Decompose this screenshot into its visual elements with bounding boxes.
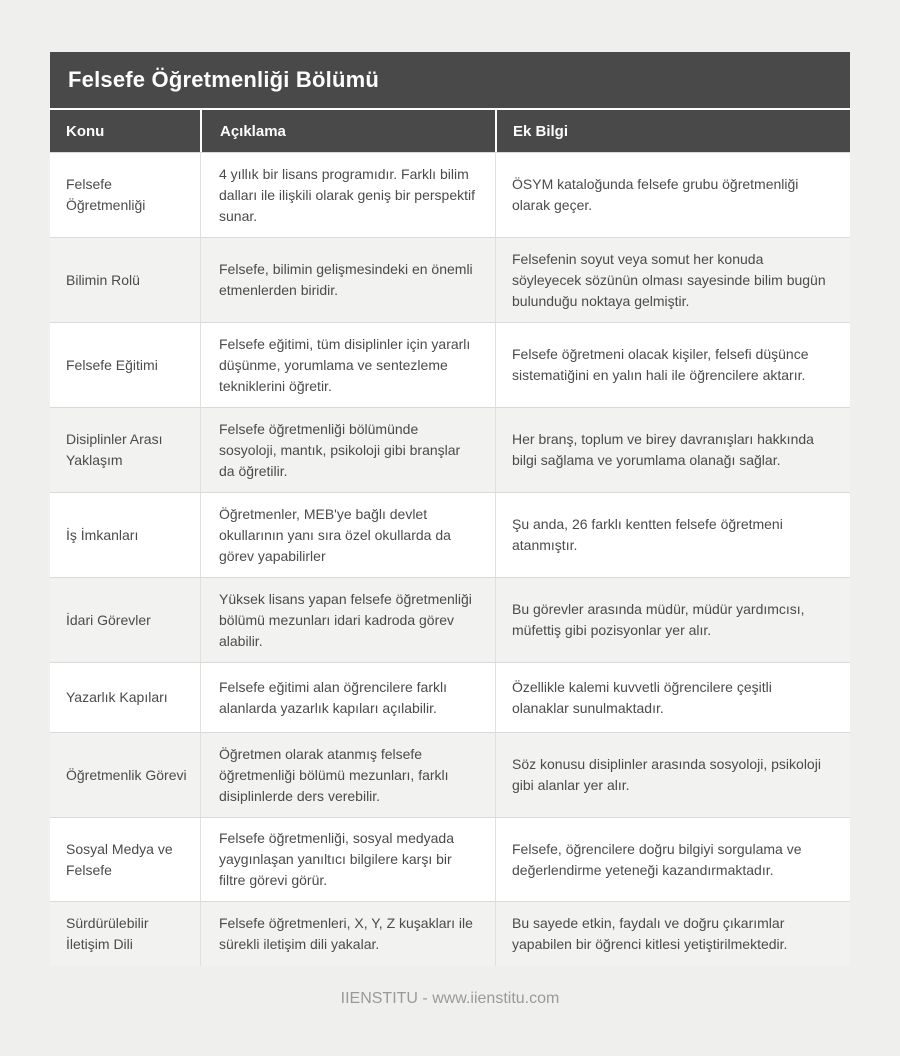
cell-konu: Bilimin Rolü [66,271,140,288]
table-row [50,577,850,662]
page-title: Felsefe Öğretmenliği Bölümü [68,67,380,92]
cell-ekbilgi: Şu anda, 26 farklı kentten felsefe öğretmeni atanmıştır. [495,493,850,577]
cell-konu: Öğretmenlik Görevi [66,766,187,783]
table-row [50,732,850,817]
cell-ekbilgi: Bu sayede etkin, faydalı ve doğru çıkarımlar yapabilen bir öğrenci kitlesi yetiştirilmektedir. [495,902,850,966]
table-title-bar [50,52,850,108]
cell-konu: Disiplinler Arası Yaklaşım [66,431,163,468]
cell-ekbilgi: Bu görevler arasında müdür, müdür yardımcısı, müfettiş gibi pozisyonlar yer alır. [495,578,850,662]
cell-ekbilgi: Felsefe, öğrencilere doğru bilgiyi sorgulama ve değerlendirme yeteneği kazandırmaktadır. [495,818,850,901]
cell-ekbilgi: Özellikle kalemi kuvvetli öğrencilere çeşitli olanaklar sunulmaktadır. [495,663,850,732]
info-table [50,52,850,966]
cell-aciklama: Felsefe öğretmenleri, X, Y, Z kuşakları ile sürekli iletişim dili yakalar. [200,902,495,966]
column-header-aciklama: Açıklama [200,110,495,152]
cell-konu: Felsefe Öğretmenliği [66,176,146,213]
table-row [50,322,850,407]
cell-aciklama: Felsefe eğitimi alan öğrencilere farklı alanlarda yazarlık kapıları açılabilir. [200,663,495,732]
table-row [50,662,850,732]
cell-ekbilgi: Felsefe öğretmeni olacak kişiler, felsefi düşünce sistematiğini en yalın hali ile öğrencilere aktarır. [495,323,850,407]
cell-aciklama: Felsefe, bilimin gelişmesindeki en önemli etmenlerden biridir. [200,238,495,322]
table-row [50,901,850,966]
cell-konu: İdari Görevler [66,611,151,628]
cell-konu: Felsefe Eğitimi [66,356,158,373]
table-row [50,237,850,322]
cell-ekbilgi: Felsefenin soyut veya somut her konuda söyleyecek sözünün olması sayesinde bilim bugün bulunduğu noktaya gelmiştir. [495,238,850,322]
cell-aciklama: Yüksek lisans yapan felsefe öğretmenliği bölümü mezunları idari kadroda görev alabilir. [200,578,495,662]
cell-aciklama: Felsefe öğretmenliği, sosyal medyada yaygınlaşan yanıltıcı bilgilere karşı bir filtre görevi görür. [200,818,495,901]
cell-aciklama: Felsefe eğitimi, tüm disiplinler için yararlı düşünme, yorumlama ve sentezleme tekniklerini öğretir. [200,323,495,407]
cell-konu: Sosyal Medya ve Felsefe [66,840,173,878]
cell-konu: İş İmkanları [66,526,139,543]
cell-aciklama: Öğretmenler, MEB'ye bağlı devlet okullarının yanı sıra özel okullarda da görev yapabilirler [200,493,495,577]
cell-aciklama: Öğretmen olarak atanmış felsefe öğretmenliği bölümü mezunları, farklı disiplinlerde ders verebilir. [200,733,495,817]
cell-ekbilgi: Söz konusu disiplinler arasında sosyoloji, psikoloji gibi alanlar yer alır. [495,733,850,817]
table-row [50,492,850,577]
cell-aciklama: Felsefe öğretmenliği bölümünde sosyoloji, mantık, psikoloji gibi branşlar da öğretilir. [200,408,495,492]
cell-aciklama: 4 yıllık bir lisans programıdır. Farklı bilim dalları ile ilişkili olarak geniş bir perspektif sunar. [200,153,495,237]
column-header-ekbilgi: Ek Bilgi [495,110,850,152]
cell-ekbilgi: Her branş, toplum ve birey davranışları hakkında bilgi sağlama ve yorumlama olanağı sağlar. [495,408,850,492]
cell-ekbilgi: ÖSYM kataloğunda felsefe grubu öğretmenliği olarak geçer. [495,153,850,237]
cell-konu: Sürdürülebilir İletişim Dili [66,915,149,952]
table-row [50,817,850,901]
table-header-row [50,108,850,152]
column-header-konu: Konu [66,122,105,140]
table-row [50,407,850,492]
cell-konu: Yazarlık Kapıları [66,689,168,705]
table-row [50,152,850,237]
footer-text: IIENSTITU - www.iienstitu.com [340,990,560,1007]
